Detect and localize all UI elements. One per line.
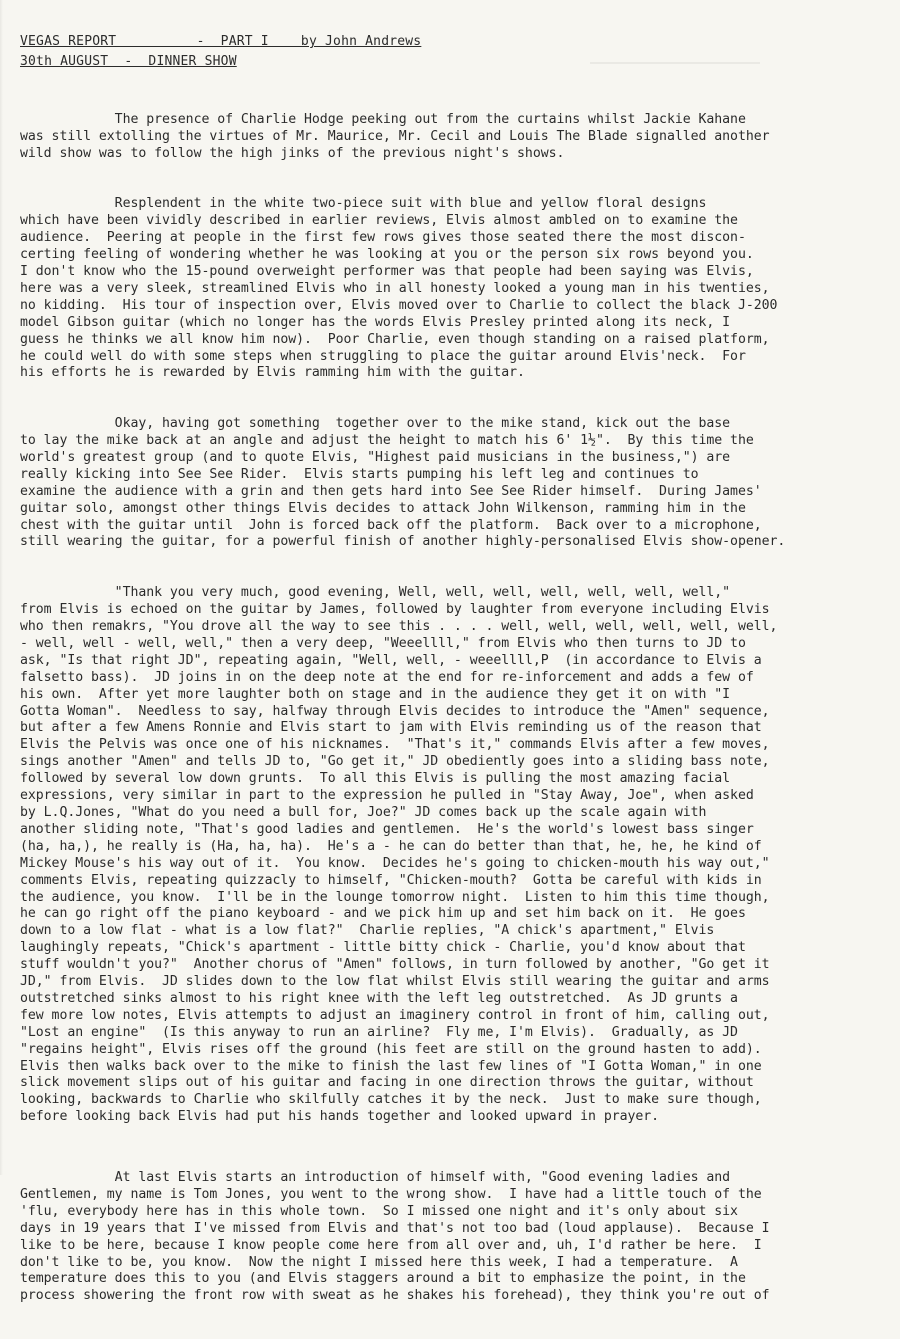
paragraph-see-see-rider: Okay, having got something together over to the mike stand, kick out the base to lay the mike back at an angle and adjust the height to match his 6' 1½". By this time the world's greatest group (and to quote Elvis, "Highest paid musicians in the business,") are really kicking into See See Rider. Elvis starts pumping his left leg and continues to examine the audience with a grin and then gets hard into See See Rider himself. During James' guitar solo, amongst other things Elvis decides to attack John Wilkenson, ramming him in the chest with the guitar until John is forced back off the platform. Back over to a microphone, still wearing the guitar, for a powerful finish of another highly-personalised Elvis show-opener. xyxy=(20,416,786,550)
report-date-line: 30th AUGUST - DINNER SHOW xyxy=(20,54,237,69)
report-title-line: VEGAS REPORT - PART I by John Andrews xyxy=(20,34,422,49)
paragraph-introduction: At last Elvis starts an introduction of himself with, "Good evening ladies and Gentlemen, my name is Tom Jones, you went to the wrong show. I have had a little touch of the 'flu, everybody here has in this whole town. So I missed one night and it's only about six days in 19 years that I've missed from Elvis and that's not too bad (loud applause). Because I like to be here, because I know people come here from all over and, uh, I'd rather be here. I don't like to be, you know. Now the night I missed here this week, I had a temperature. A temperature does this to you (and Elvis staggers around a bit to emphasize the point, in the process showering the front row with sweat as he shakes his forehead), they think you're out of xyxy=(20,1170,770,1304)
paragraph-i-gotta-woman: "Thank you very much, good evening, Well, well, well, well, well, well, well," from Elvis is echoed on the guitar by James, followed by laughter from everyone including Elvis who then remakrs, "You drove all the way to see this . . . . well, well, well, well, well, well, - well, well - well, well," then a very deep, "Weeellll," from Elvis who then turns to JD to ask, "Is that right JD", repeating again, "Well, well, - weeellll,P (in accordance to Elvis a falsetto bass). JD joins in on the deep note at the end for re-inforcement and adds a few of his own. After yet more laughter both on stage and in the audience they get it on with "I Gotta Woman". Needless to say, halfway through Elvis decides to introduce the "Amen" sequence, but after a few Amens Ronnie and Elvis start to jam with Elvis reminding us of the reason that Elvis the Pelvis was once one of his nicknames. "That's it," commands Elvis after a few moves, sings another "Amen" and tells JD to, "Go get it," JD obediently goes into a sliding bass note, followed by several low down grunts. To all this Elvis is pulling the most amazing facial expressions, very similar in part to the expression he pulled in "Stay Away, Joe", when asked by L.Q.Jones, "What do you need a bull for, Joe?" JD comes back up the scale again with another sliding note, "That's good ladies and gentlemen. He's the world's lowest bass singer (ha, ha,), he really is (Ha, ha, ha). He's a - he can do better than that, he, he, he kind of Mickey Mouse's his way out of it. You know. Decides he's going to chicken-mouth his way out," comments Elvis, repeating quizzacly to himself, "Chicken-mouth? Gotta be careful with kids in the audience, you know. I'll be in the lounge tomorrow night. Listen to him this time though, he can go right off the piano keyboard - and we pick him up and set him back on it. He goes down to a low flat - what is a low flat?" Charlie replies, "A chick's apartment," Elvis laughingly repeats, "Chick's apartment - little bitty chick - Charlie, you'd know about that stuff wouldn't you?" Another chorus of "Amen" follows, in turn followed by another, "Go get it JD," from Elvis. JD slides down to the low flat whilst Elvis still wearing the guitar and arms outstretched sinks almost to his right knee with the left leg outstretched. As JD grunts a few more low notes, Elvis attempts to adjust an imaginery control in front of him, calling out, "Lost an engine" (Is this anyway to run an airline? Fly me, I'm Elvis). Gradually, as JD "regains height", Elvis rises off the ground (his feet are still on the ground hasten to add). Elvis then walks back over to the mike to finish the last few lines of "I Gotta Woman," in one slick movement slips out of his guitar and facing in one direction throws the guitar, without looking, backwards to Charlie who skilfully catches it by the neck. Just to make sure though, before looking back Elvis had put his hands together and looked upward in prayer. xyxy=(20,585,778,1125)
article-body xyxy=(20,78,882,1339)
paragraph-intro: The presence of Charlie Hodge peeking out from the curtains whilst Jackie Kahane was still extolling the virtues of Mr. Maurice, Mr. Cecil and Louis The Blade signalled another wild show was to follow the high jinks of the previous night's shows. xyxy=(20,111,770,161)
report-header xyxy=(20,32,421,72)
paragraph-entrance: Resplendent in the white two-piece suit with blue and yellow floral designs which have been vividly described in earlier reviews, Elvis almost ambled on to examine the audience. Peering at people in the first few rows gives those seated there the most discon- certing feeling of wondering whether he was looking at you or the person six rows beyond you. I don't know who the 15-pound overweight performer was that people had been saying was Elvis, here was a very sleek, streamlined Elvis who in all honesty looked a young man in his twenties, no kidding. His tour of inspection over, Elvis moved over to Charlie to collect the black J-200 model Gibson guitar (which no longer has the words Elvis Presley printed along its neck, I guess he thinks we all know him now). Poor Charlie, even though standing on a raised platform, he could well do with some steps when struggling to place the guitar around Elvis'neck. For his efforts he is rewarded by Elvis ramming him with the guitar. xyxy=(20,196,778,381)
page-edge-shadow xyxy=(0,0,3,1175)
bleed-through-mark xyxy=(590,62,760,64)
